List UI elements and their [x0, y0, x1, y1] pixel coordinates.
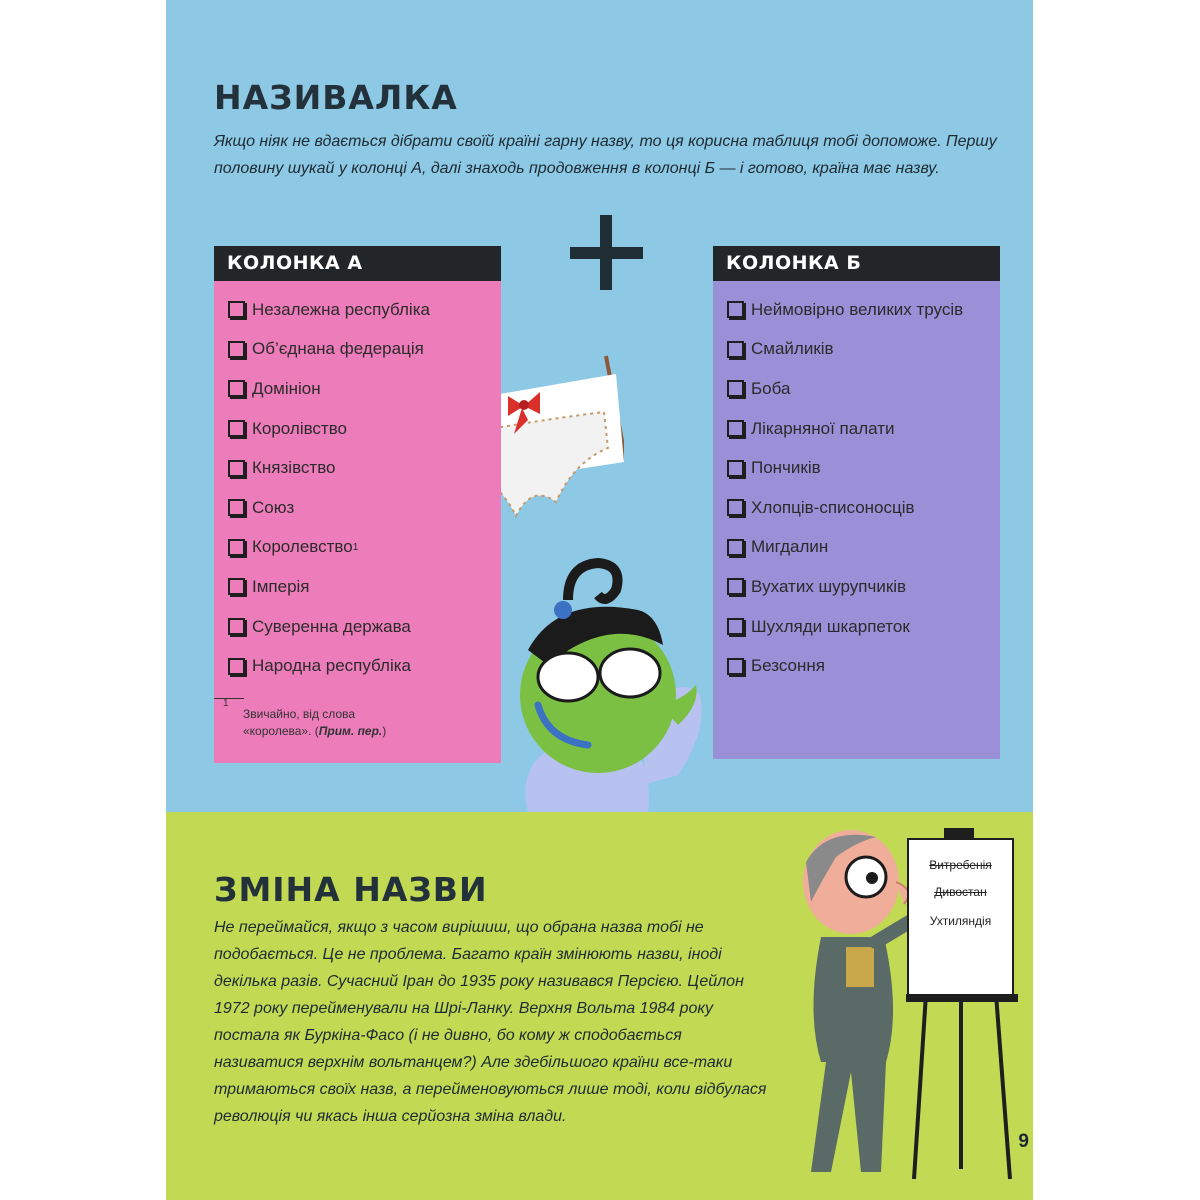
list-item[interactable]: Об’єднана федерація [228, 330, 430, 370]
book-page [166, 0, 1033, 1200]
footnote-ref: 1 [352, 541, 359, 553]
bottom-section [166, 812, 1033, 1200]
board-word-crossed-1: Витребенія [929, 858, 992, 872]
easel-legs [906, 994, 1026, 1184]
checkbox-icon[interactable] [727, 341, 744, 358]
list-item[interactable]: Королевство 1 [228, 528, 430, 568]
board-word-crossed-2: Дивостан [934, 885, 987, 899]
checkbox-icon[interactable] [228, 420, 245, 437]
girl-character-illustration [438, 555, 738, 812]
footnote-text: Звичайно, від слова «королева». (Прим. пер.) [243, 707, 387, 738]
checkbox-icon[interactable] [228, 301, 245, 318]
checkbox-icon[interactable] [228, 658, 245, 675]
list-item[interactable]: Лікарняної палати [727, 409, 963, 449]
list-item[interactable]: Хлопців-списоносців [727, 488, 963, 528]
column-b-list [727, 290, 963, 686]
checkbox-icon[interactable] [228, 618, 245, 635]
list-item[interactable]: Імперія [228, 567, 430, 607]
list-item[interactable]: Союз [228, 488, 430, 528]
checkbox-icon[interactable] [727, 460, 744, 477]
board-word-current: Ухтиляндія [929, 914, 992, 928]
checkbox-icon[interactable] [727, 301, 744, 318]
plus-icon-bar [570, 247, 643, 259]
checkbox-icon[interactable] [727, 420, 744, 437]
list-item[interactable]: Мигдалин [727, 528, 963, 568]
checkbox-icon[interactable] [228, 539, 245, 556]
column-a-header: КОЛОНКА А [214, 246, 501, 281]
checkbox-icon[interactable] [727, 539, 744, 556]
list-item[interactable]: Вухатих шурупчиків [727, 567, 963, 607]
top-section [166, 0, 1033, 812]
list-item[interactable]: Князівство [228, 448, 430, 488]
list-item[interactable]: Боба [727, 369, 963, 409]
page-number: 9 [1018, 1131, 1029, 1152]
column-a-list [228, 290, 430, 686]
list-item[interactable]: Смайликів [727, 330, 963, 370]
list-item[interactable]: Пончиків [727, 448, 963, 488]
list-item[interactable]: Неймовірно великих трусів [727, 290, 963, 330]
checkbox-icon[interactable] [228, 578, 245, 595]
checkbox-icon[interactable] [228, 380, 245, 397]
checkbox-icon[interactable] [727, 380, 744, 397]
checkbox-icon[interactable] [727, 499, 744, 516]
list-item[interactable]: Домініон [228, 369, 430, 409]
intro-text: Якщо ніяк не вдається дібрати своїй країні гарну назву, то ця корисна таблиця тобі допоможе. Першу половину шукай у колонці А, далі знаходь продовження в колонці Б — і готово, країна має назву. [214, 133, 997, 177]
checkbox-icon[interactable] [228, 341, 245, 358]
list-item[interactable]: Королівство [228, 409, 430, 449]
checkbox-icon[interactable] [228, 499, 245, 516]
list-item[interactable]: Суверенна держава [228, 607, 430, 647]
list-item[interactable]: Народна республіка [228, 646, 430, 686]
column-b [713, 246, 1000, 759]
list-item[interactable]: Шухляди шкарпеток [727, 607, 963, 647]
footnote-divider [214, 698, 244, 699]
page-title: НАЗИВАЛКА [214, 78, 458, 117]
column-b-header: КОЛОНКА Б [713, 246, 1000, 281]
easel-board [907, 838, 1014, 999]
rename-text: Не переймайся, якщо з часом вирішиш, що обрана назва тобі не подобається. Це не проблема. Багато країн змінюють назви, іноді декілька разів. Сучасний Іран до 1935 року називався Персією. Цейлон 1972 року перейменували на Шрі-Ланку. Верхня Вольта 1984 року постала як Буркіна-Фасо (і не дивно, бо кому ж сподобається називатися верхнім вольтанцем?) Але здебільшого країни все-таки тримаються своїх назв, а перейменовуються лише тоді, коли відбулася революція чи якась інша серйозна зміна влади. [214, 919, 767, 1125]
footnote-number: 1 [223, 698, 229, 709]
section-title: ЗМІНА НАЗВИ [214, 870, 488, 909]
checkbox-icon[interactable] [228, 460, 245, 477]
list-item[interactable]: Безсоння [727, 646, 963, 686]
list-item[interactable]: Незалежна республіка [228, 290, 430, 330]
